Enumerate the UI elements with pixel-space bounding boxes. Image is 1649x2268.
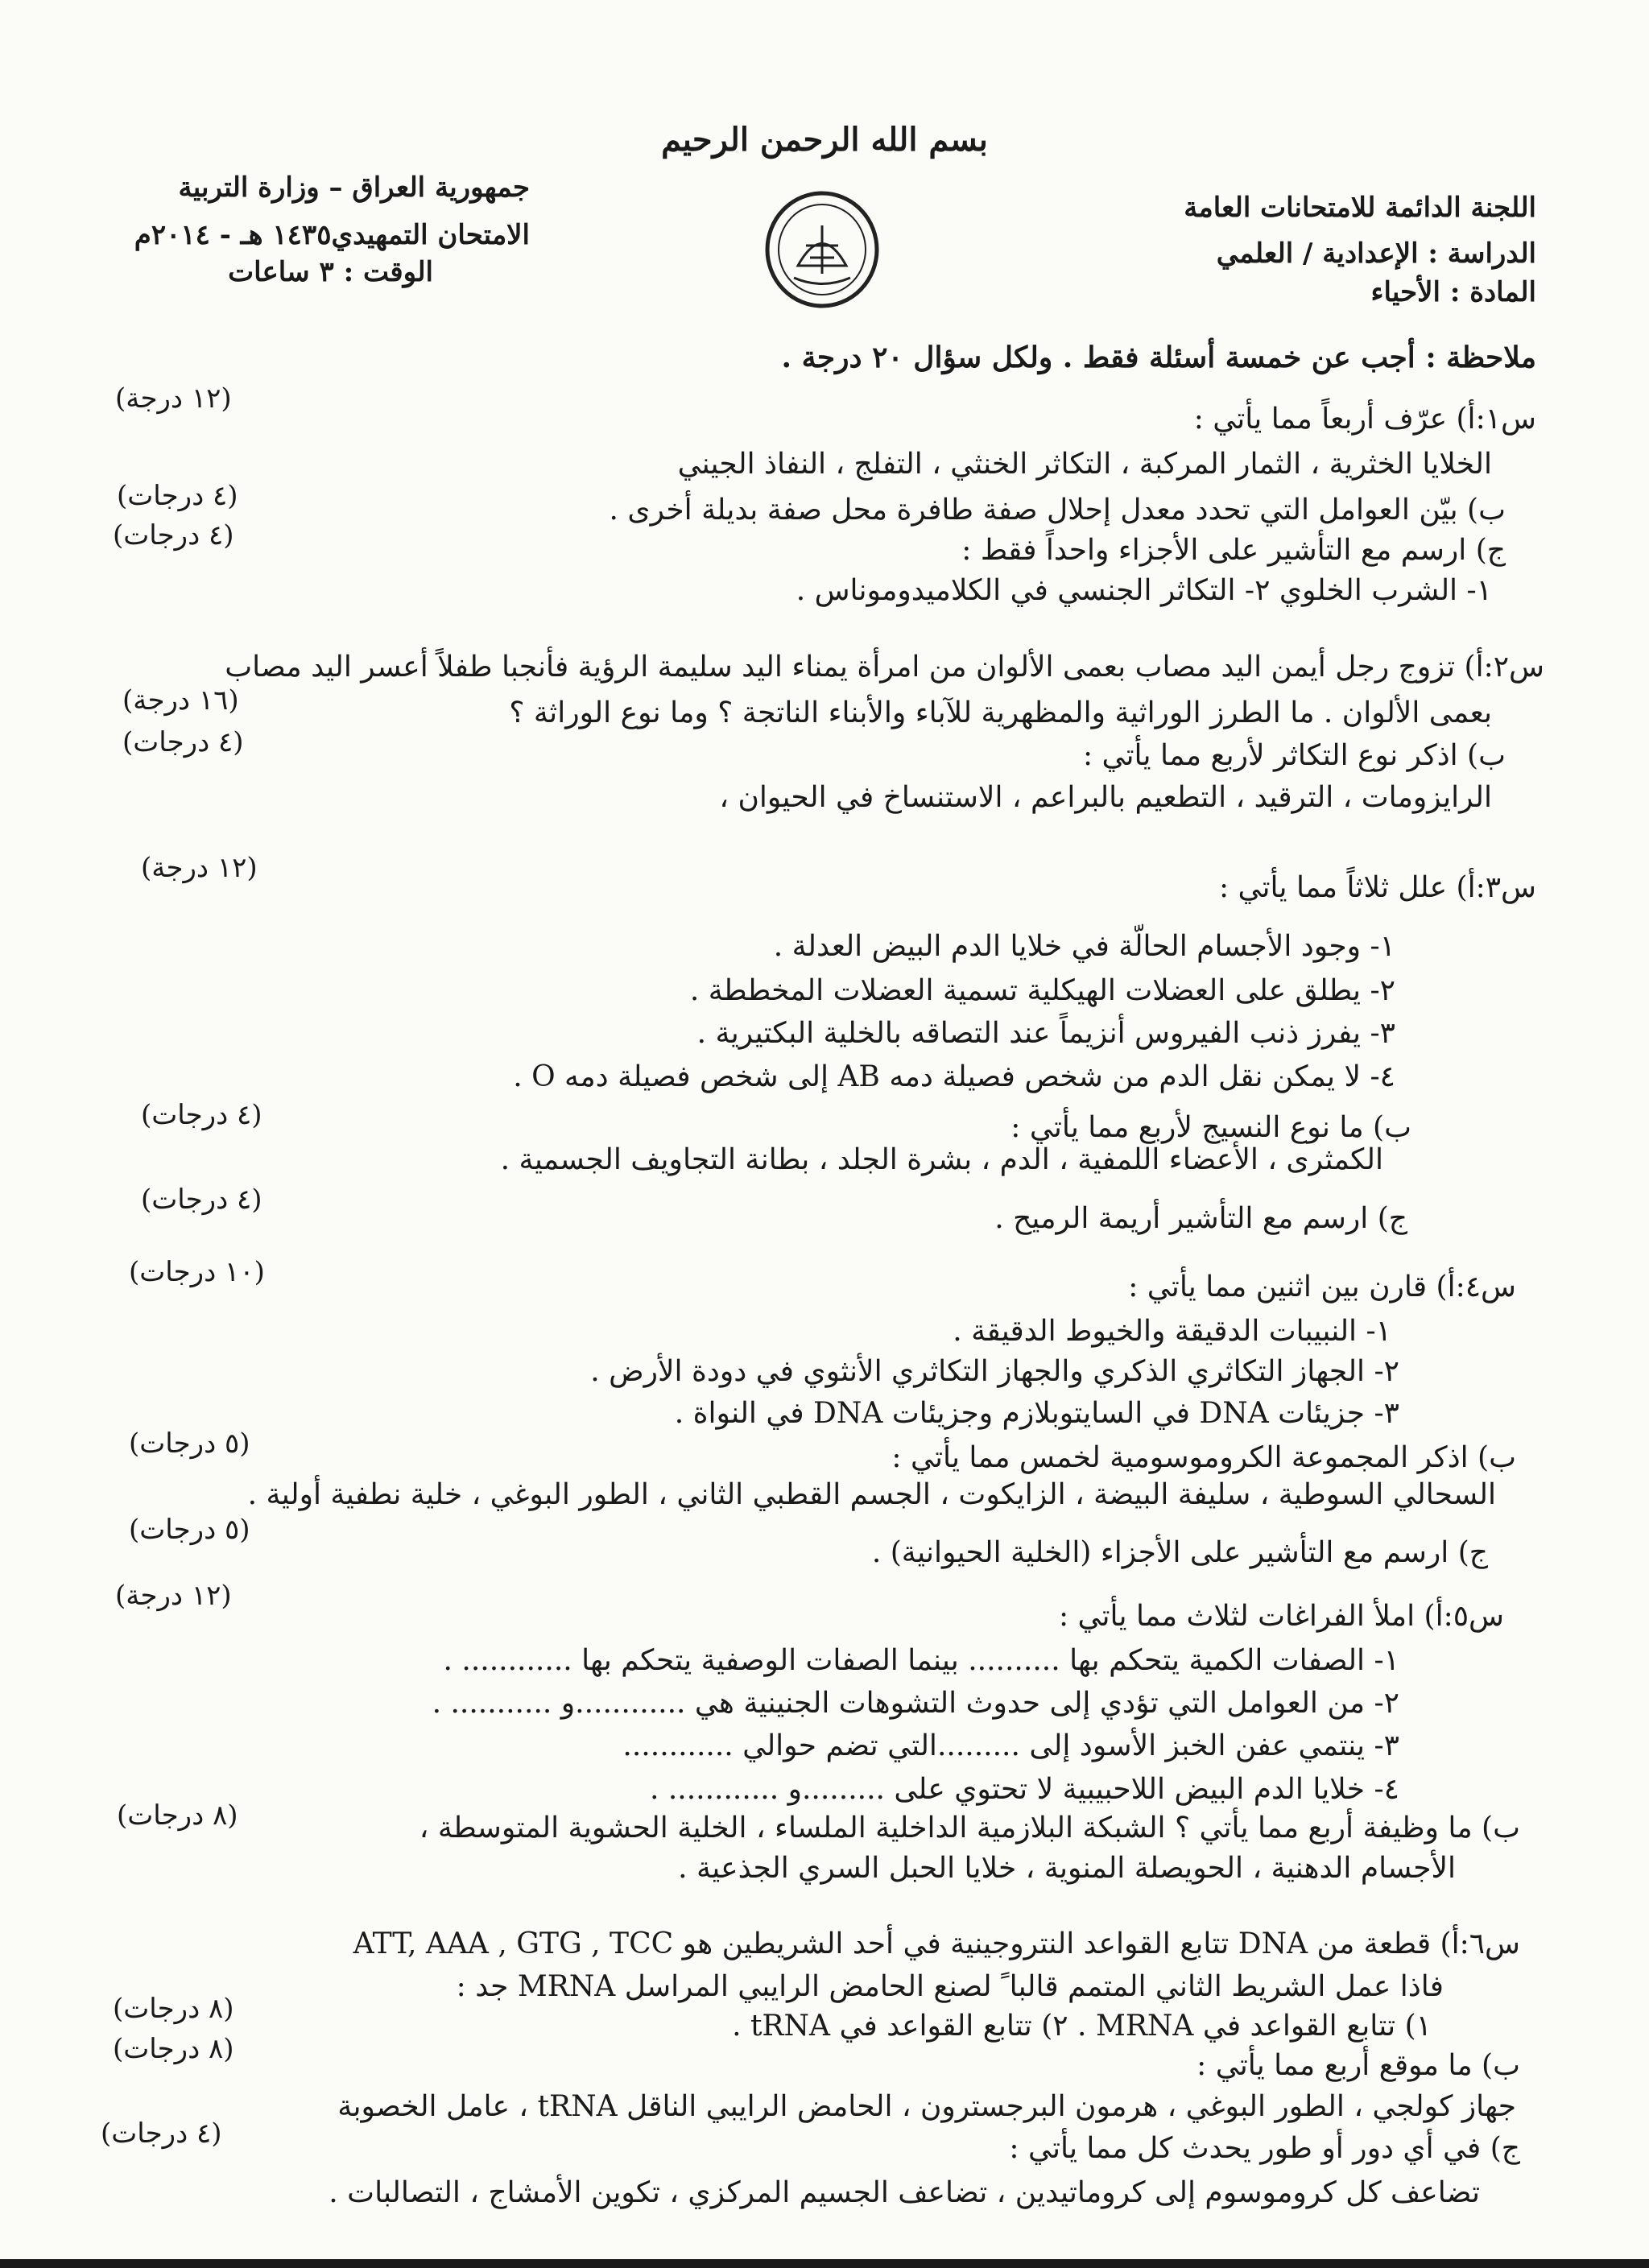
- q5-item-3: ٣- ينتمي عفن الخبز الأسود إلى .........التي تضم حوالي ............: [622, 1729, 1399, 1762]
- exam-title: الامتحان التمهيدي١٤٣٥ هـ - ٢٠١٤م: [134, 219, 530, 251]
- q5-item-2: ٢- من العوامل التي تؤدي إلى حدوث التشوهات الجنينية هي ............و ........... .: [432, 1687, 1399, 1720]
- republic-ministry: جمهورية العراق – وزارة التربية: [178, 171, 530, 204]
- q3-item-1: ١- وجود الأجسام الحالّة في خلايا الدم البيض العدلة .: [773, 930, 1395, 963]
- q1-marks-c: (٤ درجات): [113, 519, 234, 552]
- q3-part-b-items: الكمثرى ، الأعضاء اللمفية ، الدم ، بشرة الجلد ، بطانة التجاويف الجسمية .: [500, 1143, 1383, 1176]
- q1-marks-a: (١٢ درجة): [115, 382, 232, 415]
- q3-marks-a: (١٢ درجة): [141, 852, 258, 884]
- exam-note: ملاحظة : أجب عن خمسة أسئلة فقط . ولكل سؤال ٢٠ درجة .: [781, 341, 1536, 374]
- q1-part-c-items: ١- الشرب الخلوي ٢- التكاثر الجنسي في الكلاميدوموناس .: [796, 574, 1492, 607]
- q6-part-b: ب) ما موقع أربع مما يأتي :: [1196, 2049, 1520, 2082]
- q5-marks-a: (١٢ درجة): [115, 1580, 232, 1612]
- q3-part-a: س٣:أ) علل ثلاثاً مما يأتي :: [1218, 871, 1536, 904]
- q4-item-3: ٣- جزيئات DNA في السايتوبلازم وجزيئات DNA في النواة .: [674, 1397, 1399, 1430]
- q3-item-2: ٢- يطلق على العضلات الهيكلية تسمية العضلات المخططة .: [689, 974, 1395, 1007]
- q5-item-1: ١- الصفات الكمية يتحكم بها .......... بينما الصفات الوصفية يتحكم بها ............ .: [443, 1644, 1399, 1677]
- q5-part-b-line2: الأجسام الدهنية ، الحويصلة المنوية ، خلايا الحبل السري الجذعية .: [678, 1852, 1456, 1885]
- bottom-border: [0, 2259, 1649, 2268]
- q2-part-b: ب) اذكر نوع التكاثر لأربع مما يأتي :: [1082, 739, 1506, 772]
- q3-marks-b: (٤ درجات): [141, 1099, 262, 1131]
- q4-item-1: ١- النبيبات الدقيقة والخيوط الدقيقة .: [953, 1315, 1391, 1348]
- study-line: الدراسة : الإعدادية / العلمي: [1216, 238, 1536, 270]
- q2-part-b-items: الرايزومات ، الترقيد ، التطعيم بالبراعم ، الاستنساخ في الحيوان ،: [719, 781, 1492, 814]
- q2-marks-b: (٤ درجات): [122, 726, 244, 758]
- q2-part-a-line1: س٢:أ) تزوج رجل أيمن اليد مصاب بعمى الألوان من امرأة يمناء اليد سليمة الرؤية فأنجبا طفلاً أعسر اليد مصاب: [225, 651, 1544, 684]
- q4-part-a: س٤:أ) قارن بين اثنين مما يأتي :: [1128, 1270, 1516, 1303]
- q5-part-a: س٥:أ) املأ الفراغات لثلاث مما يأتي :: [1058, 1600, 1504, 1633]
- q5-marks-b: (٨ درجات): [117, 1799, 238, 1832]
- q1-part-c: ج) ارسم مع التأشير على الأجزاء واحداً فقط :: [961, 534, 1506, 567]
- q4-marks-a: (١٠ درجات): [129, 1256, 265, 1288]
- q4-part-c: ج) ارسم مع التأشير على الأجزاء (الخلية الحيوانية) .: [871, 1536, 1488, 1569]
- q3-part-c: ج) ارسم مع التأشير أريمة الرميح .: [994, 1202, 1407, 1235]
- ministry-seal-icon: [762, 189, 882, 310]
- q6-part-a-line1: س٦:أ) قطعة من DNA تتابع القواعد النتروجينية في أحد الشريطين هو ATT, AAA , GTG , TCC: [353, 1927, 1520, 1960]
- q1-part-a: س١:أ) عرّف أربعاً مما يأتي :: [1193, 403, 1536, 436]
- q6-part-a-line3: ١) تتابع القواعد في MRNA . ٢) تتابع القواعد في tRNA .: [732, 2010, 1432, 2043]
- exam-time: الوقت : ٣ ساعات: [228, 256, 433, 288]
- q4-part-b: ب) اذكر المجموعة الكروموسومية لخمس مما يأتي :: [891, 1441, 1516, 1474]
- q5-part-b-line1: ب) ما وظيفة أربع مما يأتي ؟ الشبكة البلازمية الداخلية الملساء ، الخلية الحشوية المتوسطة ،: [419, 1812, 1520, 1845]
- q1-part-b: ب) بيّن العوامل التي تحدد معدل إحلال صفة طافرة محل صفة بديلة أخرى .: [609, 494, 1506, 527]
- q1-marks-b: (٤ درجات): [117, 480, 238, 512]
- q3-part-b: ب) ما نوع النسيج لأربع مما يأتي :: [1010, 1111, 1411, 1144]
- q1-part-a-items: الخلايا الخثرية ، الثمار المركبة ، التكاثر الخنثي ، التفلج ، النفاذ الجيني: [677, 448, 1492, 481]
- q4-part-b-items: السحالي السوطية ، سليفة البيضة ، الزايكوت ، الجسم القطبي الثاني ، الطور البوغي ، خلية نطفية أولية .: [247, 1478, 1496, 1511]
- q4-item-2: ٢- الجهاز التكاثري الذكري والجهاز التكاثري الأنثوي في دودة الأرض .: [590, 1355, 1399, 1388]
- q3-item-3: ٣- يفرز ذنب الفيروس أنزيماً عند التصاقه بالخلية البكتيرية .: [696, 1017, 1395, 1050]
- subject-line: المادة : الأحياء: [1370, 276, 1536, 308]
- q2-part-a-line2: بعمى الألوان . ما الطرز الوراثية والمظهرية للآباء والأبناء الناتجة ؟ وما نوع الوراثة ؟: [509, 696, 1492, 729]
- q4-marks-b: (٥ درجات): [129, 1427, 250, 1460]
- q6-marks-b: (٨ درجات): [113, 2033, 234, 2065]
- q3-marks-c: (٤ درجات): [141, 1184, 262, 1216]
- q3-item-4: ٤- لا يمكن نقل الدم من شخص فصيلة دمه AB إلى شخص فصيلة دمه O .: [513, 1060, 1395, 1093]
- q6-part-c: ج) في أي دور أو طور يحدث كل مما يأتي :: [1009, 2132, 1520, 2165]
- q5-item-4: ٤- خلايا الدم البيض اللاحبيبية لا تحتوي على .........و ............ .: [649, 1773, 1399, 1806]
- q6-part-c-items: تضاعف كل كروموسوم إلى كروماتيدين ، تضاعف الجسيم المركزي ، تكوين الأمشاج ، التصالبات .: [329, 2176, 1480, 2209]
- basmala: بسم الله الرحمن الرحيم: [661, 121, 988, 159]
- committee-name: اللجنة الدائمة للامتحانات العامة: [1184, 192, 1536, 224]
- q6-part-b-items: جهاز كولجي ، الطور البوغي ، هرمون البرجسترون ، الحامض الرايبي الناقل tRNA ، عامل الخصوبة: [337, 2090, 1516, 2123]
- q2-marks-a: (١٦ درجة): [122, 684, 239, 717]
- q6-marks-c: (٤ درجات): [101, 2117, 222, 2150]
- q6-part-a-line2: فاذا عمل الشريط الثاني المتمم قالبا ً لصنع الحامض الرايبي المراسل MRNA جد :: [456, 1970, 1444, 2003]
- q6-marks-a: (٨ درجات): [113, 1993, 234, 2025]
- q4-marks-c: (٥ درجات): [129, 1514, 250, 1546]
